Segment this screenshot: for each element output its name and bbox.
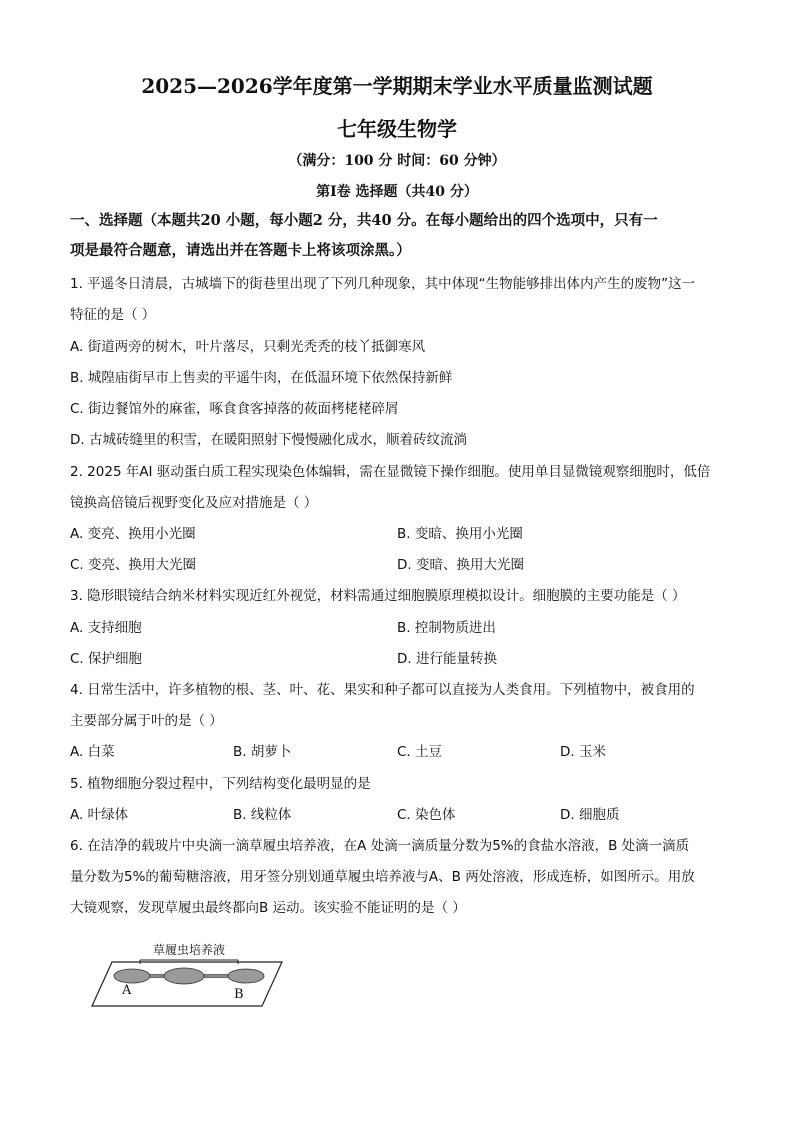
q5-option-c: C. 染色体 (397, 807, 456, 823)
q3-option-a: A. 支持细胞 (70, 620, 142, 636)
q4-option-a: A. 白菜 (70, 744, 115, 760)
bridge-right (202, 975, 232, 978)
droplet-b (228, 969, 264, 983)
q2-option-c: C. 变亮、换用大光圈 (70, 557, 197, 573)
q4-option-d: D. 玉米 (560, 744, 606, 760)
slide-diagram (88, 940, 288, 1010)
q1-stem-line-1: 1. 平遥冬日清晨，古城墙下的街巷里出现了下列几种现象，其中体现“生物能够排出体内产生的废物”这一 (70, 276, 696, 292)
part-heading: 第Ⅰ卷 选择题（共40 分） (316, 184, 478, 200)
exam-title: 2025—2026学年度第一学期期末学业水平质量监测试题 (141, 74, 653, 98)
q2-stem-line-1: 2. 2025 年AI 驱动蛋白质工程实现染色体编辑，需在显微镜下操作细胞。使用单目显微镜观察细胞时，低倍 (70, 464, 711, 480)
section-line-1: 一、选择题（本题共20 小题，每小题2 分，共40 分。在每小题给出的四个选项中，只有一 (70, 212, 658, 229)
q2-option-b: B. 变暗、换用小光圈 (397, 526, 523, 542)
q1-stem-line-2: 特征的是（ ） (70, 307, 156, 323)
section-line-2: 项是最符合题意，请选出并在答题卡上将该项涂黑。） (70, 242, 411, 259)
q1-option-a: A. 街道两旁的树木，叶片落尽，只剩光秃秃的枝丫抵御寒风 (70, 339, 426, 355)
exam-subject: 七年级生物学 (337, 117, 457, 141)
q1-option-c: C. 街边餐馆外的麻雀，啄食食客掉落的莜面栲栳栳碎屑 (70, 401, 399, 417)
q5-option-a: A. 叶绿体 (70, 807, 129, 823)
section-instructions (70, 206, 730, 266)
droplet-a (114, 969, 150, 983)
q5-stem-line-1: 5. 植物细胞分裂过程中，下列结构变化最明显的是 (70, 776, 371, 792)
q4-option-c: C. 土豆 (397, 744, 443, 760)
q1-option-d: D. 古城砖缝里的积雪，在暖阳照射下慢慢融化成水，顺着砖纹流淌 (70, 432, 467, 448)
q4-stem-line-2: 主要部分属于叶的是（ ） (70, 713, 223, 729)
q3-option-b: B. 控制物质进出 (397, 620, 496, 636)
q3-option-c: C. 保护细胞 (70, 651, 143, 667)
q6-stem-line-2: 量分数为5%的葡萄糖溶液，用牙签分别划通草履虫培养液与A、B 两处溶液，形成连桥，如图所示。用放 (70, 869, 695, 885)
q2-option-d: D. 变暗、换用大光圈 (397, 557, 524, 573)
q3-stem-line-1: 3. 隐形眼镜结合纳米材料实现近红外视觉，材料需通过细胞膜原理模拟设计。细胞膜的主要功能是（ ） (70, 588, 686, 604)
label-b: B (234, 987, 244, 1002)
q5-option-b: B. 线粒体 (233, 807, 292, 823)
q6-stem-line-1: 6. 在洁净的载玻片中央滴一滴草履虫培养液，在A 处滴一滴质量分数为5%的食盐水溶液，B 处滴一滴质 (70, 838, 690, 854)
figure-caption: 草履虫培养液 (152, 943, 226, 957)
exam-meta: （满分：100 分 时间：60 分钟） (288, 153, 506, 169)
q2-option-a: A. 变亮、换用小光圈 (70, 526, 196, 542)
droplet-culture (164, 968, 204, 984)
q6-stem-line-3: 大镜观察，发现草履虫最终都向B 运动。该实验不能证明的是（ ） (70, 900, 466, 916)
q4-option-b: B. 胡萝卜 (233, 744, 292, 760)
label-a: A (122, 983, 132, 998)
q3-option-d: D. 进行能量转换 (397, 651, 497, 667)
q4-stem-line-1: 4. 日常生活中，许多植物的根、茎、叶、花、果实和种子都可以直接为人类食用。下列植物中，被食用的 (70, 682, 695, 698)
q2-stem-line-2: 镜换高倍镜后视野变化及应对措施是（ ） (70, 495, 318, 511)
q1-option-b: B. 城隍庙街早市上售卖的平遥牛肉，在低温环境下依然保持新鲜 (70, 370, 453, 386)
q5-option-d: D. 细胞质 (560, 807, 620, 823)
